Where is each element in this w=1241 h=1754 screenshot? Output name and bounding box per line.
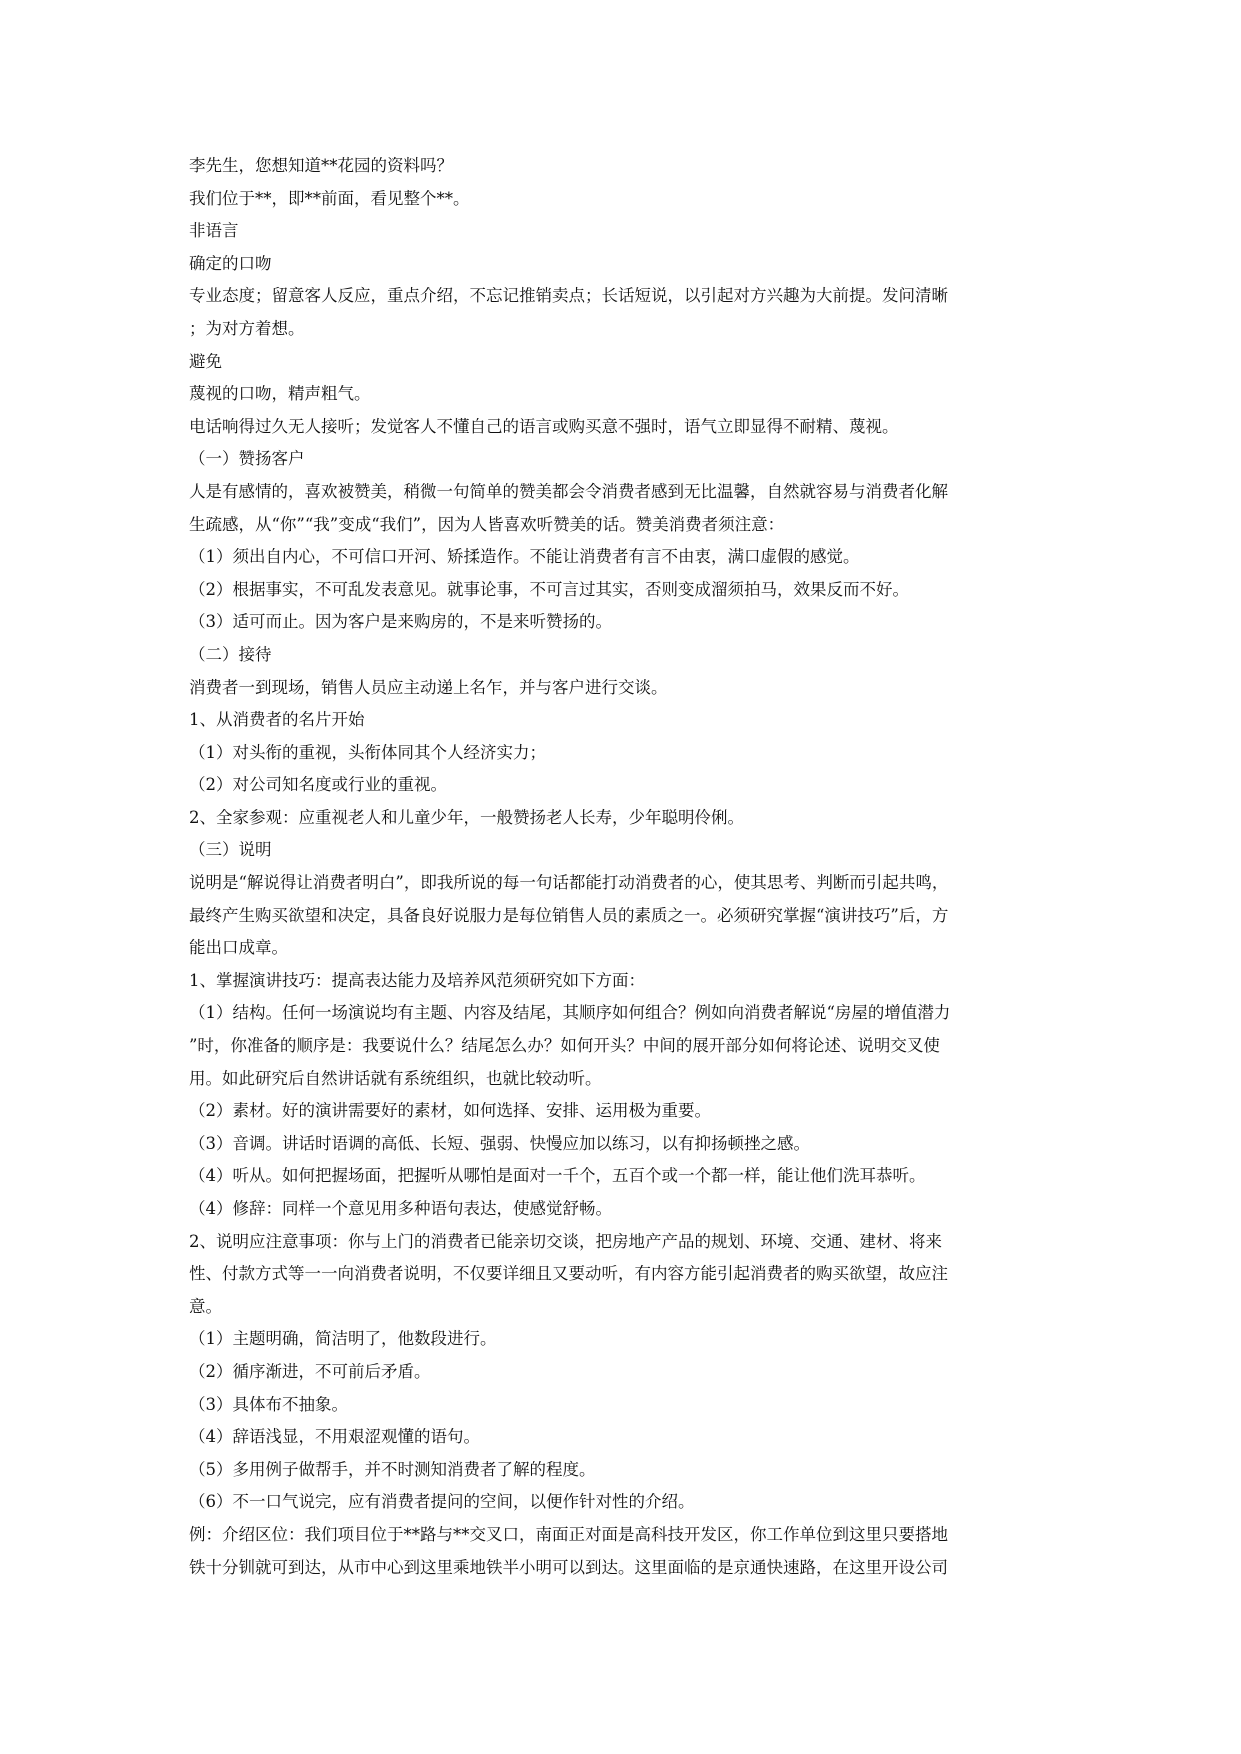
text-line: 1、从消费者的名片开始	[189, 710, 365, 730]
text-line: 专业态度；留意客人反应，重点介绍，不忘记推销卖点；长话短说，以引起对方兴趣为大前提。发问清晰	[189, 286, 948, 306]
text-line: 生疏感，从“你”“我”变成“我们”，因为人皆喜欢听赞美的话。赞美消费者须注意：	[189, 514, 785, 534]
text-line: 最终产生购买欲望和决定，具备良好说服力是每位销售人员的素质之一。必须研究掌握“演讲技巧”后，方	[189, 905, 949, 925]
text-line: 铁十分钏就可到达，从市中心到这里乘地铁半小明可以到达。这里面临的是京通快速路，在这里开设公司	[189, 1557, 948, 1577]
text-line: 非语言	[189, 221, 239, 241]
text-line: 说明是“解说得让消费者明白”，即我所说的每一句话都能打动消费者的心，使其思考、判断而引起共鸣，	[189, 873, 949, 893]
text-line: （3）适可而止。因为客户是来购房的，不是来听赞扬的。	[189, 612, 612, 632]
text-line: 李先生，您想知道**花园的资料吗？	[189, 156, 453, 175]
text-line: （3）具体布不抽象。	[189, 1394, 348, 1414]
text-line: 蔑视的口吻，精声粗气。	[189, 384, 371, 404]
text-line: 能出口成章。	[189, 938, 288, 958]
text-line: （4）辞语浅显，不用艰涩观懂的语句。	[189, 1427, 480, 1447]
text-line: 确定的口吻	[189, 253, 272, 273]
text-line: （6）不一口气说完，应有消费者提问的空间，以便作针对性的介绍。	[189, 1492, 695, 1512]
document-body	[189, 150, 1054, 1584]
text-line: （二）接待	[189, 644, 272, 664]
text-line: 我们位于**，即**前面，看见整个**。	[189, 188, 470, 208]
text-line: 例：介绍区位：我们项目位于**路与**交叉口，南面正对面是高科技开发区，你工作单位到这里只要搭地	[189, 1524, 948, 1544]
text-line: 2、说明应注意事项：你与上门的消费者已能亲切交谈，把房地产产品的规划、环境、交通、建材、将来	[189, 1231, 942, 1251]
text-line: （2）对公司知名度或行业的重视。	[189, 775, 447, 795]
text-line: （2）循序渐进，不可前后矛盾。	[189, 1361, 431, 1381]
text-line: 1、掌握演讲技巧：提高表达能力及培养风范须研究如下方面：	[189, 970, 645, 990]
text-line: ”时，你准备的顺序是：我要说什么？结尾怎么办？如何开头？中间的展开部分如何将论述、说明交叉使	[189, 1036, 940, 1056]
text-line: （3）音调。讲话时语调的高低、长短、强弱、快慢应加以练习，以有抑扬顿挫之感。	[189, 1133, 810, 1153]
text-line: （4）听从。如何把握场面，把握听从哪怕是面对一千个，五百个或一个都一样，能让他们洗耳恭听。	[189, 1166, 926, 1186]
text-line: 避免	[189, 351, 222, 371]
text-line: 2、全家参观：应重视老人和儿童少年，一般赞扬老人长寿，少年聪明伶俐。	[189, 807, 744, 827]
text-line: （2）素材。好的演讲需要好的素材，如何选择、安排、运用极为重要。	[189, 1101, 711, 1121]
text-line: 消费者一到现场，销售人员应主动递上名乍，并与客户进行交谈。	[189, 677, 668, 697]
text-line: ；为对方着想。	[189, 318, 305, 338]
text-line: 意。	[189, 1296, 222, 1316]
text-line: 用。如此研究后自然讲话就有系统组织，也就比较动听。	[189, 1068, 602, 1088]
text-line: （三）说明	[189, 840, 272, 860]
text-line: 电话响得过久无人接听；发觉客人不懂自己的语言或购买意不强时，语气立即显得不耐精、蔑视。	[189, 416, 899, 436]
text-line: （2）根据事实，不可乱发表意见。就事论事，不可言过其实，否则变成溜须拍马，效果反而不好。	[189, 579, 909, 599]
text-line: 人是有感情的，喜欢被赞美，稍微一句简单的赞美都会令消费者感到无比温馨，自然就容易与消费者化解	[189, 481, 948, 501]
text-line: （4）修辞：同样一个意见用多种语句表达，使感觉舒畅。	[189, 1199, 612, 1218]
text-line: （1）主题明确，简洁明了，他数段进行。	[189, 1329, 497, 1349]
text-line: （1）须出自内心，不可信口开河、矫揉造作。不能让消费者有言不由衷，满口虚假的感觉。	[189, 547, 860, 567]
text-line: 性、付款方式等一一向消费者说明，不仅要详细且又要动听，有内容方能引起消费者的购买欲望，故应注	[189, 1264, 948, 1284]
text-line: （1）对头衔的重视，头衔体同其个人经济实力；	[189, 742, 546, 762]
text-line: （1）结构。任何一场演说均有主题、内容及结尾，其顺序如何组合？例如向消费者解说“房屋的增值潜力	[189, 1003, 951, 1023]
text-line: （一）赞扬客户	[189, 449, 305, 469]
text-line: （5）多用例子做帮手，并不时测知消费者了解的程度。	[189, 1459, 596, 1479]
